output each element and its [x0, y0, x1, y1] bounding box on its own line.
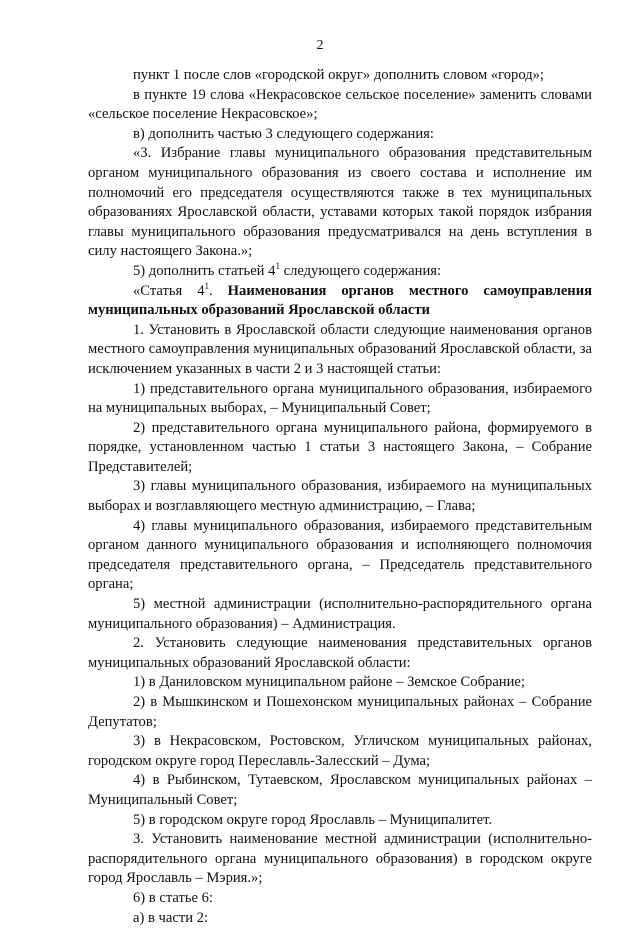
paragraph: 4) в Рыбинском, Тутаевском, Ярославском муниципальных районах – Муниципальный Совет; — [88, 772, 592, 808]
paragraph: а) в части 2: — [133, 909, 209, 926]
superscript: 1 — [275, 261, 280, 272]
paragraph: 5) местной администрации (исполнительно-распорядительного органа муниципального образования) – Администрация. — [88, 596, 592, 632]
paragraph: 1) в Даниловском муниципальном районе – Земское Собрание; — [133, 674, 525, 691]
paragraph: 2. Установить следующие наименования представительных органов муниципальных образований Ярославской области: — [88, 635, 592, 671]
page-number: 2 — [316, 38, 324, 53]
superscript: 1 — [204, 280, 210, 291]
paragraph-add-article — [88, 262, 592, 282]
text-run: «Статья 4 — [133, 282, 205, 299]
paragraph: 3) в Некрасовском, Ростовском, Угличском муниципальных районах, городском округе город Переславль-Залесский – Дума; — [88, 733, 592, 769]
paragraph: 2) представительного органа муниципального района, формируемого в порядке, установленном частью 1 статьи 3 настоящего Закона, – Собрание Представителей; — [88, 419, 592, 475]
paragraph: 5) в городском округе город Ярославль – Муниципалитет. — [133, 811, 493, 828]
article-title: Наименования органов местного самоуправления муниципальных образований Ярославской области — [88, 282, 593, 319]
paragraph: 6) в статье 6: — [133, 889, 213, 906]
text-run: следующего содержания: — [279, 262, 442, 279]
document-body — [88, 66, 592, 928]
paragraph: 4) главы муниципального образования, избираемого представительным органом данного муниципального образования и исполняющего полномочия председателя представительного органа, – Председатель представительного органа; — [88, 517, 592, 593]
paragraph: пункт 1 после слов «городской округ» дополнить словом «город»; — [133, 67, 544, 83]
paragraph: 1) представительного органа муниципального образования, избираемого на муниципальных выборах, – Муниципальный Совет; — [88, 380, 592, 417]
paragraph: 3. Установить наименование местной администрации (исполнительно-распорядительного органа муниципального образования) в городском округе город Ярославль – Мэрия.»; — [88, 831, 592, 887]
paragraph: «3. Избрание главы муниципального образования представительным органом муниципального образования из своего состава и исполнение им полномочий его председателя осуществляются также в тех муниципальных образованиях Ярославской области, уставами которых такой порядок избрания главы муниципального образования предусматривался на день вступления в силу настоящего Закона.»; — [88, 145, 592, 260]
paragraph: 1. Установить в Ярославской области следующие наименования органов местного самоуправления муниципальных образований Ярославской области, за исключением указанных в части 2 и 3 настоящей статьи: — [88, 321, 592, 377]
text-run: 5) дополнить статьей 4 — [133, 262, 276, 279]
paragraph: в пункте 19 слова «Некрасовское сельское поселение» заменить словами «сельское поселение Некрасовское»; — [88, 86, 592, 123]
paragraph: в) дополнить частью 3 следующего содержания: — [133, 125, 434, 142]
article-heading — [88, 282, 592, 321]
paragraph: 3) главы муниципального образования, избираемого на муниципальных выборах и возглавляющего местную администрацию, – Глава; — [88, 478, 592, 515]
paragraph: 2) в Мышкинском и Пошехонском муниципальных районах – Собрание Депутатов; — [88, 694, 592, 730]
text-run: . — [209, 282, 228, 299]
